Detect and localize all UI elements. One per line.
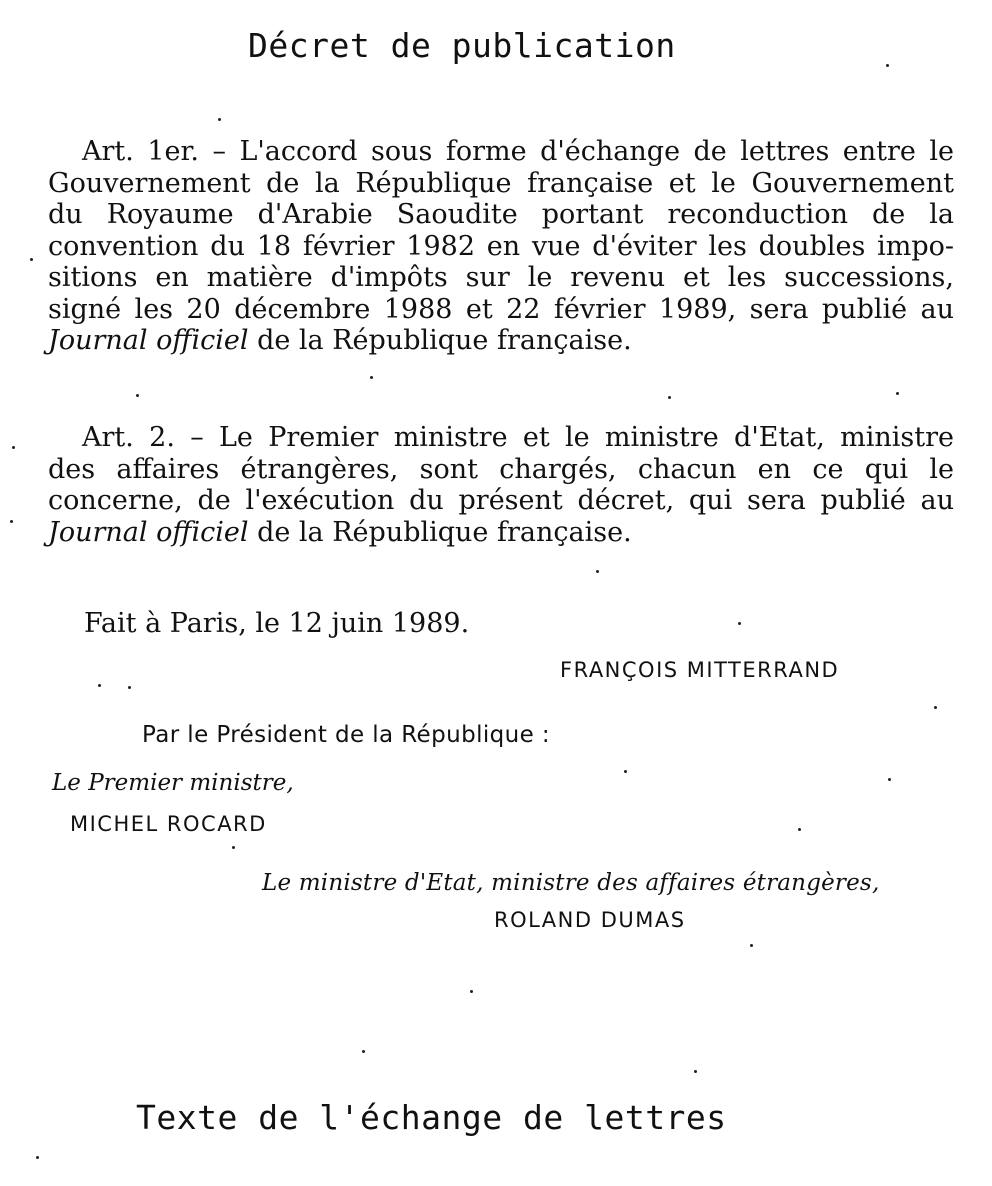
scan-speck — [750, 944, 753, 947]
article-2-last-line-text: de la République française. — [248, 516, 632, 548]
scan-speck — [362, 1050, 365, 1053]
scan-speck — [668, 396, 671, 399]
page-title: Décret de publication — [248, 26, 676, 65]
prime-minister-title: Le Premier ministre, — [52, 770, 294, 796]
foreign-minister-title: Le ministre d'Etat, ministre des affaires étrangères, — [262, 870, 880, 896]
scan-speck — [886, 64, 889, 67]
scan-speck — [798, 828, 801, 831]
article-1-line: Gouvernement de la République française et le Gouvernement — [48, 167, 954, 199]
scan-speck — [624, 770, 627, 773]
article-2-last-line — [48, 517, 954, 549]
article-1-line: sitions en matière d'impôts sur le revenu et les successions, — [48, 262, 954, 293]
article-1-last-line — [48, 325, 954, 357]
article-1-paragraph — [48, 136, 954, 357]
scan-speck — [136, 394, 139, 397]
article-1-last-line-text: de la République française. — [248, 325, 632, 356]
article-1-line: convention du 18 février 1982 en vue d'éviter les doubles impo- — [48, 230, 954, 262]
scan-speck — [370, 376, 373, 379]
article-2-paragraph — [48, 422, 954, 548]
countersignature-intro: Par le Président de la République : — [142, 722, 551, 748]
article-2-line: des affaires étrangères, sont chargés, chacun en ce qui le — [48, 453, 954, 485]
scan-speck — [738, 622, 741, 625]
scan-speck — [30, 258, 33, 261]
section-title: Texte de l'échange de lettres — [136, 1098, 727, 1137]
article-2-line: Art. 2. – Le Premier ministre et le ministre d'Etat, ministre — [82, 422, 954, 453]
scan-speck — [694, 1070, 697, 1073]
scan-speck — [98, 684, 101, 687]
article-1-line: du Royaume d'Arabie Saoudite portant reconduction de la — [48, 199, 954, 230]
article-1-line: Art. 1er. – L'accord sous forme d'échange de lettres entre le — [82, 136, 954, 167]
journal-officiel-title: Journal officiel — [48, 516, 249, 548]
prime-minister-name: MICHEL ROCARD — [70, 812, 267, 836]
article-2-line: concerne, de l'exécution du présent décret, qui sera publié au — [48, 485, 954, 516]
scan-speck — [10, 520, 13, 523]
scan-speck — [596, 570, 599, 573]
scan-speck — [888, 778, 891, 781]
signing-place-date: Fait à Paris, le 12 juin 1989. — [84, 608, 470, 639]
scan-speck — [12, 446, 15, 449]
scan-speck — [470, 990, 473, 993]
president-signature-name: FRANÇOIS MITTERRAND — [560, 658, 840, 682]
journal-officiel-title: Journal officiel — [48, 325, 249, 356]
article-1-line: signé les 20 décembre 1988 et 22 février 1989, sera publié au — [48, 293, 954, 325]
scan-speck — [896, 392, 899, 395]
scan-speck — [128, 686, 131, 689]
foreign-minister-name: ROLAND DUMAS — [494, 908, 686, 932]
scan-speck — [232, 846, 235, 849]
scan-speck — [36, 1156, 39, 1159]
scan-speck — [218, 118, 221, 121]
scan-speck — [934, 706, 937, 709]
